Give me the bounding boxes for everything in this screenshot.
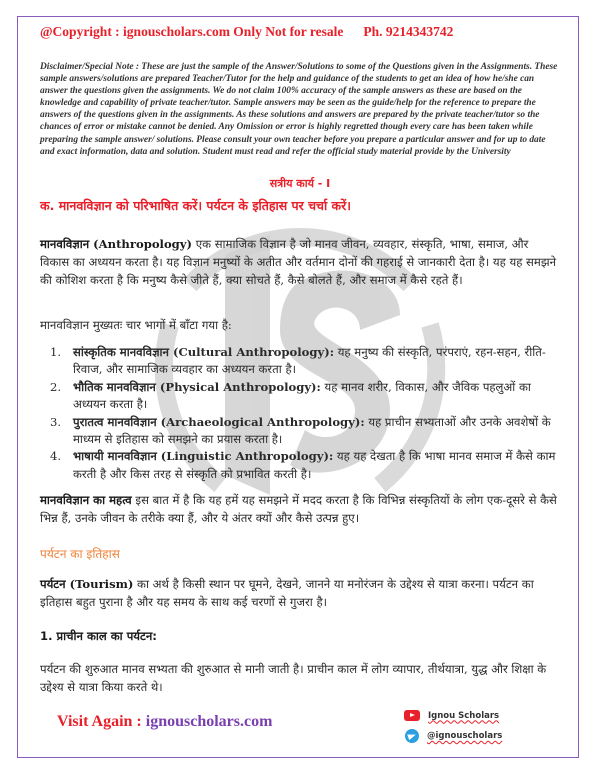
list-item — [40, 448, 560, 483]
intro-paragraph — [40, 235, 560, 290]
list-item-text: यह मानव शरीर, विकास, और जैविक पहलुओं का अध्ययन करता है। — [73, 379, 531, 412]
importance-text: इस बात में है कि यह हमें यह समझने में मदद करता है कि विभिन्न संस्कृतियों के लोग एक-दूसरे से कैसे भिन्न हैं, उनके जीवन के तरीके क्या हैं, और ये अंतर क्यों और कैसे उत्पन्न हुए। — [40, 493, 557, 526]
telegram-channel-link[interactable] — [404, 729, 502, 743]
tourism-paragraph — [40, 575, 560, 611]
list-item-text: यह प्राचीन सभ्यताओं और उनके अवशेषों के माध्यम से इतिहास को समझने का प्रयास करता है। — [73, 414, 551, 447]
importance-paragraph — [40, 491, 560, 527]
visit-again-footer — [57, 713, 272, 731]
intro-text: एक सामाजिक विज्ञान है जो मानव जीवन, व्यवहार, संस्कृति, भाषा, समाज, और विकास का अध्ययन करता है। यह विज्ञान मनुष्यों के अतीत और वर्तमान दोनों की गहराई से जानकारी देता है। यह यह समझने की कोशिश करता है कि मनुष्य कैसे जीते हैं, क्या सोचते हैं, कैसे बोलते हैं, और समाज में कैसे रहते हैं। — [40, 237, 557, 288]
list-number: 1. — [50, 345, 62, 359]
list-item-term: भौतिक मानवविज्ञान (Physical Anthropology): — [73, 379, 321, 394]
website-link[interactable]: ignouscholars.com — [145, 713, 273, 730]
importance-term: मानवविज्ञान का महत्व — [40, 493, 132, 507]
divisions-list — [40, 344, 560, 483]
youtube-channel-name: Ignou Scholars — [428, 710, 500, 721]
ancient-tourism-heading: 1. प्राचीन काल का पर्यटन: — [40, 629, 157, 643]
list-item — [40, 379, 560, 414]
phone-number: Ph. 9214343742 — [363, 24, 454, 39]
copyright-text: @Copyright : ignouscholars.com Only Not for resale — [40, 24, 344, 39]
telegram-handle: @ignouscholars — [427, 731, 503, 741]
assignment-title: सत्रीय कार्य - I — [269, 177, 331, 190]
list-item-term: भाषायी मानवविज्ञान (Linguistic Anthropology): — [73, 449, 334, 464]
list-number: 3. — [50, 414, 62, 429]
ancient-tourism-paragraph: पर्यटन की शुरुआत मानव सभ्यता की शुरुआत से मानी जाती है। प्राचीन काल में लोग व्यापार, तीर्थयात्रा, युद्ध और शिक्षा के उद्देश्य से यात्रा किया करते थे। — [40, 662, 547, 695]
youtube-icon — [404, 710, 420, 721]
visit-again-label: Visit Again : — [57, 713, 146, 730]
list-item — [40, 344, 560, 379]
list-item — [40, 414, 560, 449]
tourism-history-heading: पर्यटन का इतिहास — [40, 547, 120, 561]
list-item-term: सांस्कृतिक मानवविज्ञान (Cultural Anthropology): — [73, 345, 335, 359]
list-item-text: यह यह देखता है कि भाषा मानव समाज में कैसे काम करती है और किस तरह से संस्कृति को प्रभावित करती है। — [73, 449, 556, 481]
list-item-text: यह मनुष्य की संस्कृति, परंपराएं, रहन-सहन, रीति-रिवाज, और सामाजिक व्यवहार का अध्ययन करता है। — [73, 345, 546, 377]
list-item-term: पुरातत्व मानवविज्ञान (Archaeological Anthropology): — [73, 414, 365, 429]
question-heading: क. मानवविज्ञान को परिभाषित करें। पर्यटन के इतिहास पर चर्चा करें। — [40, 198, 351, 213]
disclaimer-text: Disclaimer/Special Note : These are just the sample of the Answer/Solutions to some of the Questions given in the Assignments. These sample answers/solutions are prepared Teacher/Tutor for the help and guidance of the students to get an idea of how he/she can answer the questions given the assignments. We do not claim 100% accuracy of the sample answers as these are based on the knowledge and capability of private teacher/tutor. Sample answers may be seen as the guide/help for the reference to prepare the answers of the questions given in the assignments. As these solutions and answers are prepared by the private teacher/tutor so the chances of error or mistake cannot be denied. Any Omission or error is highly regretted though every care has been taken while preparing the sample answer/ solutions. Please consult your own teacher before you prepare a particular answer and for up to date and exact information, data and solution. Student must read and refer the official study material provide by the University — [40, 62, 558, 157]
intro-term: मानवविज्ञान (Anthropology) — [40, 237, 193, 251]
telegram-icon — [405, 729, 419, 743]
list-number: 2. — [50, 379, 62, 394]
youtube-channel-link[interactable] — [404, 710, 499, 721]
copyright-notice — [40, 24, 453, 40]
tourism-text: का अर्थ है किसी स्थान पर घूमने, देखने, जानने या मनोरंजन के उद्देश्य से यात्रा करना। पर्यटन का इतिहास बहुत पुराना है और यह समय के साथ कई चरणों से गुजरा है। — [40, 577, 534, 610]
divisions-intro: मानवविज्ञान मुख्यतः चार भागों में बाँटा गया है: — [40, 318, 232, 332]
tourism-term: पर्यटन (Tourism) — [40, 577, 134, 591]
list-number: 4. — [50, 449, 62, 464]
